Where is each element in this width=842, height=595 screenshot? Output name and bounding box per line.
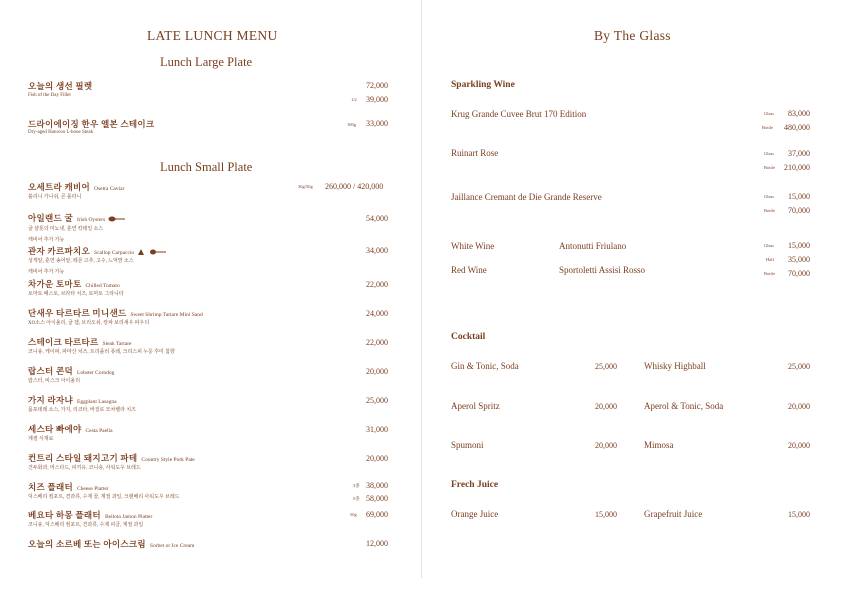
menu-title: LATE LUNCH MENU	[147, 28, 278, 43]
price: 480,000	[784, 123, 810, 132]
price: 37,000	[788, 149, 810, 158]
serve-unit: Bottle	[764, 208, 775, 213]
price: 210,000	[784, 163, 810, 172]
menu-item-description: 블리니 가니쉬, 콘 플라니	[28, 195, 82, 200]
menu-item-description: 코니숑, 딕스베리 컴포트, 견과류, 수제 피클, 계절 과일	[28, 523, 144, 528]
menu-item-description: 폼포데레 소스, 가지, 리코타, 바질로 모차렐라 치즈	[28, 408, 136, 413]
price: 33,000	[366, 119, 388, 128]
wine-name: Ruinart Rose	[451, 148, 499, 158]
menu-item-english: Scallop Carpaccio	[94, 250, 135, 256]
menu-item-english: Sweet Shrimp Tartare Mini Sand	[130, 312, 203, 318]
menu-item-english: Cesta Paella	[85, 428, 113, 434]
price: 15,000	[788, 192, 810, 201]
drink-name: Aperol Spritz	[451, 401, 500, 411]
menu-item-name: 베요타 하몽 플래터 Bellota Jamon Platter	[28, 510, 153, 520]
price: 260,000 / 420,000	[325, 182, 384, 191]
price: 31,000	[366, 425, 388, 434]
menu-item-name: 컨트리 스타일 돼지고기 파테 Country Style Pork Pate	[28, 453, 195, 463]
price: 24,000	[366, 309, 388, 318]
drink-name: Gin & Tonic, Soda	[451, 361, 519, 371]
menu-item-english: Sorbet or Ice Cream	[149, 543, 195, 549]
menu-item-name: 세스타 빠에야 Cesta Paella	[28, 424, 113, 434]
drink-name: Aperol & Tonic, Soda	[644, 401, 724, 411]
menu-item-name: 단새우 타르타르 미니샌드 Sweet Shrimp Tartare Mini Sand	[28, 308, 203, 318]
price: 22,000	[366, 280, 388, 289]
menu-item-name: 관자 카르파치오 Scallop Carpaccio	[28, 245, 167, 257]
menu-item-name: 차가운 토마토 Chilled Tomato	[28, 279, 120, 289]
portion: 50g	[350, 512, 357, 517]
drink-name: Whisky Highball	[644, 361, 706, 371]
menu-item-note: 캐비어 추가 가능	[28, 238, 65, 243]
menu-item-description: XO소스 아이올리, 굴 잼, 브리오쉬, 캉파 보리새우 파우더	[28, 321, 150, 326]
drink-name: Grapefruit Juice	[644, 509, 703, 519]
menu-item-name: 오늘의 소르베 또는 아이스크림 Sorbet or Ice Cream	[28, 539, 195, 549]
white-wine-label: White Wine	[451, 241, 495, 251]
juice-heading: Frech Juice	[451, 480, 499, 490]
serve-unit: Bottle	[764, 165, 775, 170]
menu-item-name: 오늘의 생선 필렛	[28, 81, 93, 91]
price: 58,000	[366, 494, 388, 503]
menu-item-note: 캐비어 추가 가능	[28, 270, 65, 275]
portion: 5종	[353, 496, 360, 501]
menu-item-name: 가지 라자냐 Eggplant Lasagna	[28, 395, 117, 405]
menu-item-english: Irish Oysters	[76, 217, 106, 223]
price: 20,000	[788, 441, 810, 450]
price: 20,000	[595, 441, 617, 450]
price: 69,000	[366, 510, 388, 519]
menu-item-description: 코니숑, 케이퍼, 파마산 치즈, 트리플러 퓨레, 크리스피 누룽 후미 첨향	[28, 350, 175, 355]
serve-unit: Bottle	[762, 125, 773, 130]
menu-item-name: 스테이크 타르타르 Steak Tartare	[28, 337, 132, 347]
large-plate-heading: Lunch Large Plate	[160, 55, 253, 69]
menu-item-description: 랍스터, 비스크 아이올리	[28, 379, 81, 384]
menu-item-english: Dry-aged Hanwoo L-bone Steak	[28, 130, 94, 135]
price: 34,000	[366, 246, 388, 255]
menu-item-description: 계절 식재료	[28, 437, 54, 442]
menu-item-description: 딕스베리 컴포트, 견과류, 수제 꿀, 계절 과일, 크랜베리 사워도우 브레드	[28, 495, 180, 500]
price: 54,000	[366, 214, 388, 223]
portion: 1/2	[351, 97, 357, 102]
price: 20,000	[366, 454, 388, 463]
price: 15,000	[788, 510, 810, 519]
price: 83,000	[788, 109, 810, 118]
glass-title: By The Glass	[594, 28, 671, 43]
menu-item-name: 치즈 플래터 Cheese Platter	[28, 482, 109, 492]
wine-name: Jaillance Cremant de Die Grande Reserve	[451, 192, 602, 202]
price: 22,000	[366, 338, 388, 347]
price: 20,000	[788, 402, 810, 411]
menu-item-english: Osetra Caviar	[94, 186, 125, 192]
menu-item-english: Fish of the Day Fillet	[28, 93, 71, 98]
menu-item-description: 성게알, 훈연 송어알, 레몬 고추, 고수, 느억맘 소스	[28, 259, 134, 264]
menu-item-english: Country Style Pork Pate	[141, 457, 195, 463]
shell-spoon-icon	[137, 248, 167, 256]
drink-name: Mimosa	[644, 440, 674, 450]
price: 38,000	[366, 481, 388, 490]
drink-name: Orange Juice	[451, 509, 499, 519]
menu-item-english: Cheese Platter	[76, 486, 109, 492]
menu-item-description: 굴 샬롯의 미뇨넷, 훈연 칵테일 소스	[28, 227, 104, 232]
portion: 3종	[353, 483, 360, 488]
wine-name: Antonutti Friulano	[559, 241, 627, 251]
cocktail-heading: Cocktail	[451, 332, 486, 342]
spoon-icon	[108, 216, 126, 222]
price: 70,000	[788, 269, 810, 278]
price: 35,000	[788, 255, 810, 264]
serve-unit: Glass	[764, 243, 774, 248]
price: 70,000	[788, 206, 810, 215]
serve-unit: Glass	[764, 111, 774, 116]
price: 25,000	[595, 362, 617, 371]
menu-item-english: Steak Tartare	[102, 341, 132, 347]
price: 72,000	[366, 81, 388, 90]
menu-item-name: 드라이에이징 한우 엘본 스테이크	[28, 119, 155, 129]
price: 20,000	[366, 367, 388, 376]
drink-name: Spumoni	[451, 440, 484, 450]
price: 25,000	[788, 362, 810, 371]
price: 12,000	[366, 539, 388, 548]
page-divider	[421, 0, 422, 578]
wine-name: Krug Grande Cuvee Brut 170 Edition	[451, 109, 587, 119]
serve-unit: Bottle	[764, 271, 775, 276]
serve-unit: Half	[766, 257, 774, 262]
menu-item-description: 토마토 페스토, 브라타 치즈, 토마토 그라니타	[28, 292, 124, 297]
menu-item-name: 아일랜드 굴 Irish Oysters	[28, 212, 126, 224]
menu-item-english: Chilled Tomato	[85, 283, 120, 289]
price: 15,000	[788, 241, 810, 250]
portion: 100g	[347, 122, 356, 127]
small-plate-heading: Lunch Small Plate	[160, 160, 253, 174]
menu-item-description: 건두화과, 머스타드, 피끼유, 코니숑, 사워도우 브레드	[28, 466, 141, 471]
wine-name: Sportoletti Assisi Rosso	[559, 265, 646, 275]
serve-unit: Glass	[764, 151, 774, 156]
portion: 30g/50g	[298, 184, 313, 189]
price: 20,000	[595, 402, 617, 411]
price: 15,000	[595, 510, 617, 519]
price: 39,000	[366, 95, 388, 104]
sparkling-heading: Sparkling Wine	[451, 80, 515, 90]
red-wine-label: Red Wine	[451, 265, 487, 275]
menu-item-english: Eggplant Lasagna	[76, 399, 117, 405]
menu-item-name: 랍스터 콘덕 Lobster Corndog	[28, 366, 115, 376]
menu-item-name: 오세트라 캐비어 Osetra Caviar	[28, 182, 125, 192]
price: 25,000	[366, 396, 388, 405]
menu-item-english: Bellota Jamon Platter	[104, 514, 153, 520]
menu-item-english: Lobster Corndog	[76, 370, 115, 376]
serve-unit: Glass	[764, 194, 774, 199]
